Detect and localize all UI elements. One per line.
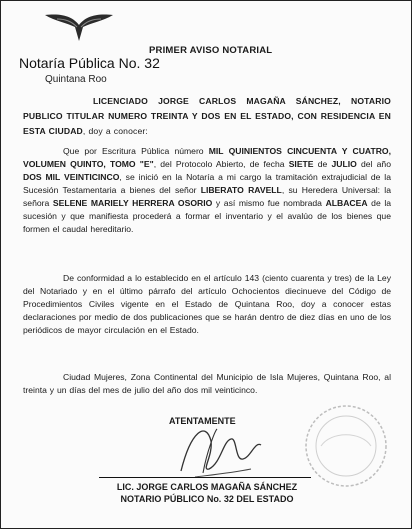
text-segment: , su Heredera Universal: la señora bbox=[23, 185, 391, 208]
heir-name: SELENE MARIELY HERRERA OSORIO bbox=[52, 198, 213, 208]
deceased-name: LIBERATO RAVELL bbox=[200, 185, 282, 195]
intro-bold-text: LICENCIADO JORGE CARLOS MAGAÑA SÁNCHEZ, NOTARIO PUBLICO TITULAR NUMERO TREINTA Y DOS EN EL ESTADO, CON RESIDENCIA EN ESTA CIUDAD bbox=[23, 96, 391, 136]
signature-line bbox=[99, 477, 311, 478]
paragraph-place-date: Ciudad Mujeres, Zona Continental del Municipio de Isla Mujeres, Quintana Roo, al treinta y un días del mes de julio del año dos mil veinticinco. bbox=[23, 372, 391, 395]
paragraph-deed bbox=[23, 145, 391, 236]
text-segment: del año bbox=[356, 159, 391, 169]
signature-label: ATENTAMENTE bbox=[169, 416, 236, 426]
notary-place: Quintana Roo bbox=[45, 74, 107, 85]
intro-paragraph bbox=[23, 94, 391, 139]
page-title: PRIMER AVISO NOTARIAL bbox=[149, 45, 273, 56]
text-segment: de bbox=[313, 159, 332, 169]
date-month: JULIO bbox=[331, 159, 357, 169]
text-segment: Que por Escritura Pública número bbox=[63, 146, 209, 156]
signatory-block bbox=[1, 481, 412, 505]
notary-name: Notaría Pública No. 32 bbox=[19, 55, 160, 71]
date-day: SIETE bbox=[288, 159, 314, 169]
notary-seal-icon bbox=[301, 401, 391, 491]
intro-tail-text: , doy a conocer: bbox=[82, 126, 148, 136]
signatory-name: LIC. JORGE CARLOS MAGAÑA SÁNCHEZ bbox=[116, 482, 298, 492]
text-segment: , se inició en la Notaría a mi cargo la tramitación extrajudicial de la Sucesión Testamentaria a bienes del señor bbox=[23, 172, 391, 195]
text-segment: , del Protocolo Abierto, de fecha bbox=[153, 159, 289, 169]
paragraph-legal-basis: De conformidad a lo establecido en el artículo 143 (ciento cuarenta y tres) de la Ley del Notariado y en el último párrafo del artículo Ochocientos diecinueve del Código de Procedimientos Civiles vigente en el Estado de Quintana Roo, doy a conocer estas declaraciones por medio de dos publicaciones que se harán dentro de diez días en uno de los periódicos de mayor circulación en el Estado. bbox=[23, 273, 391, 335]
date-year: DOS MIL VEINTICINCO bbox=[23, 172, 120, 182]
executor-role: ALBACEA bbox=[325, 198, 368, 208]
text-segment: y así mismo fue nombrada bbox=[212, 198, 326, 208]
text-segment: de la sucesión y que manifiesta procederá a formar el inventario y el avalúo de los bienes que formen el caudal hereditario. bbox=[23, 198, 392, 234]
deed-number: MIL QUINIENTOS CINCUENTA Y CUATRO, VOLUMEN QUINTO, TOMO "E" bbox=[23, 146, 391, 169]
handwritten-signature-icon bbox=[151, 411, 281, 491]
notary-bird-logo-icon bbox=[43, 11, 115, 47]
signatory-role: NOTARIO PÚBLICO No. 32 DEL ESTADO bbox=[120, 494, 294, 504]
